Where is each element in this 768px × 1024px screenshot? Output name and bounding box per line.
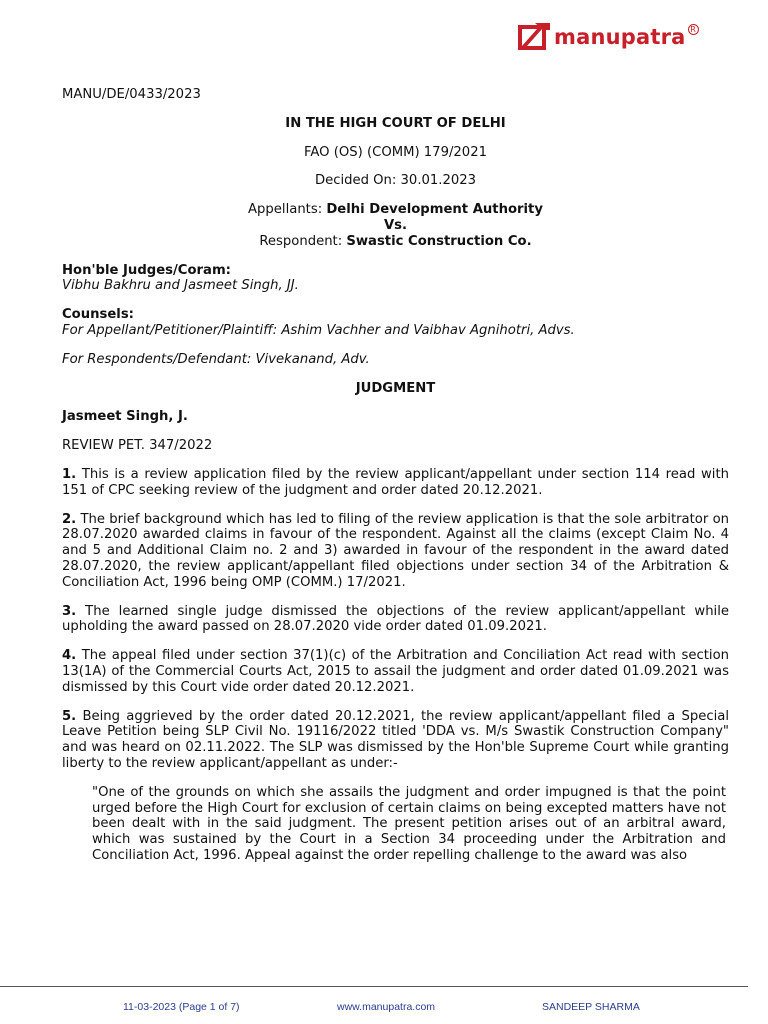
paragraph-text: Being aggrieved by the order dated 20.12.2021, the review applicant/appellant filed a Special Leave Petition being SLP Civil No. 19116/2022 titled 'DDA vs. M/s Swastik Construction Company" and was heard on 02.11.2022. The SLP was dismissed by the Hon'ble Supreme Court while granting liberty to the review applicant/appellant as under:- bbox=[62, 708, 729, 771]
versus: Vs. bbox=[383, 217, 408, 233]
respondent-name: Swastic Construction Co. bbox=[346, 233, 532, 249]
registered-mark: R bbox=[688, 24, 699, 35]
block-quote: "One of the grounds on which she assails the judgment and order impugned is that the point urged before the High Court for exclusion of certain claims on being excepted matters have not been dealt with in the said judgment. The present petition arises out of an arbitral award, which was sustained by the Court in a Section 34 proceeding under the Arbitration and Conciliation Act, 1996. Appeal against the order repelling challenge to the award was also bbox=[92, 784, 726, 863]
appellants-name: Delhi Development Authority bbox=[326, 202, 543, 218]
paragraph-4 bbox=[62, 648, 729, 695]
footer-user: SANDEEP SHARMA bbox=[542, 1001, 640, 1013]
paragraph-number: 2. bbox=[62, 511, 77, 527]
judges-names: Vibhu Bakhru and Jasmeet Singh, JJ. bbox=[62, 278, 299, 294]
paragraph-number: 5. bbox=[62, 708, 77, 724]
footer-date-page: 11-03-2023 (Page 1 of 7) bbox=[123, 1001, 240, 1013]
appellants-label: Appellants: bbox=[248, 202, 327, 218]
paragraph-text: The brief background which has led to filing of the review application is that the sole arbitrator on 28.07.2020 awarded claims in favour of the respondent. Against all the claims (except Claim No. 4 and 5 and Additional Claim no. 2 and 3) awarded in favour of the respondent in the award dated 28.07.2020, the review applicant/appellant filed objections under section 34 of the Arbitration & Conciliation Act, 1996 being OMP (COMM.) 17/2021. bbox=[62, 511, 729, 590]
footer-site: www.manupatra.com bbox=[337, 1001, 436, 1013]
manupatra-logo-icon bbox=[517, 22, 551, 52]
counsel-appellant: For Appellant/Petitioner/Plaintiff: Ashim Vachher and Vaibhav Agnihotri, Advs. bbox=[62, 322, 575, 338]
counsels-heading: Counsels: bbox=[62, 307, 134, 323]
footer-divider bbox=[0, 986, 748, 987]
paragraph-5 bbox=[62, 709, 729, 772]
paragraph-2 bbox=[62, 512, 729, 591]
logo-text: manupatra bbox=[554, 25, 686, 49]
decided-on: Decided On: 30.01.2023 bbox=[314, 173, 477, 189]
document-body bbox=[62, 87, 729, 864]
case-number: FAO (OS) (COMM) 179/2021 bbox=[304, 144, 487, 160]
citation: MANU/DE/0433/2023 bbox=[62, 87, 201, 102]
judgment-heading: JUDGMENT bbox=[355, 380, 436, 396]
paragraph-3 bbox=[62, 604, 729, 636]
appellants-line bbox=[62, 202, 729, 218]
paragraph-number: 3. bbox=[62, 603, 77, 619]
respondent-label: Respondent: bbox=[259, 233, 347, 249]
paragraph-text: This is a review application filed by the review applicant/appellant under section 114 read with 151 of CPC seeking review of the judgment and order dated 20.12.2021. bbox=[62, 466, 729, 498]
paragraph-number: 4. bbox=[62, 648, 77, 664]
counsel-respondent: For Respondents/Defendant: Vivekanand, Adv. bbox=[62, 351, 370, 367]
judges-heading: Hon'ble Judges/Coram: bbox=[62, 262, 231, 278]
paragraph-text: The appeal filed under section 37(1)(c) of the Arbitration and Conciliation Act read with section 13(1A) of the Commercial Courts Act, 2015 to assail the judgment and order dated 01.09.2021 was dismissed by this Court vide order dated 20.12.2021. bbox=[62, 648, 729, 695]
respondent-line bbox=[62, 234, 729, 250]
court-name: IN THE HIGH COURT OF DELHI bbox=[285, 115, 506, 131]
review-petition: REVIEW PET. 347/2022 bbox=[62, 438, 213, 454]
paragraph-text: The learned single judge dismissed the objections of the review applicant/appellant while upholding the award passed on 28.07.2020 vide order dated 01.09.2021. bbox=[62, 603, 729, 635]
manupatra-logo bbox=[517, 22, 699, 52]
paragraph-1 bbox=[62, 467, 729, 499]
judgment-author: Jasmeet Singh, J. bbox=[62, 409, 188, 425]
paragraph-number: 1. bbox=[62, 466, 77, 482]
